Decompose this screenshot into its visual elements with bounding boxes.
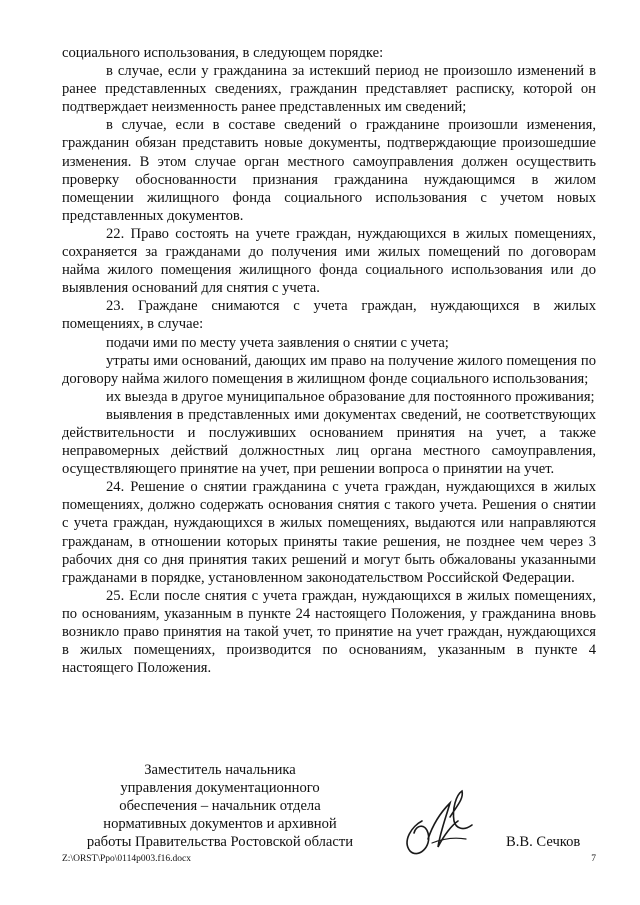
document-body	[62, 44, 596, 677]
paragraph-no-changes: в случае, если у гражданина за истекший период не произошло изменений в ранее представленных сведениях, гражданин представляет расписку, которой он подтверждает неизменность ранее представленных им сведений;	[62, 63, 596, 116]
page-number: 7	[591, 854, 596, 864]
paragraph-25: 25. Если после снятия с учета граждан, нуждающихся в жилых помещениях, по основаниям, указанным в пункте 24 настоящего Положения, у гражданина вновь возникло право принятия на такой учет, то принятие на учет граждан, нуждающихся в жилых помещениях, производится по основаниям, указанным в пункте 4 настоящего Положения.	[62, 587, 596, 677]
signatory-title-line: управления документационного	[120, 780, 320, 797]
paragraph-changes: в случае, если в составе сведений о гражданине произошли изменения, гражданин обязан представить новые документы, подтверждающие произошедшие изменения. В этом случае орган местного самоуправления должен осуществить проверку обоснованности признания гражданина нуждающимся в жилом помещении жилищного фонда социального использования с учетом новых представленных документов.	[62, 117, 596, 224]
paragraph-continuation: социального использования, в следующем порядке:	[62, 45, 384, 61]
paragraph-23: 23. Граждане снимаются с учета граждан, нуждающихся в жилых помещениях, в случае:	[62, 298, 596, 333]
paragraph-23-item-4: выявления в представленных ими документах сведений, не соответствующих действительности и послуживших основанием принятия на учет, а также неправомерных действий должностных лиц органа местного самоуправления, осуществляющего принятие на учет, при решении вопроса о принятии на учет.	[62, 406, 596, 478]
paragraph-23-item-1: подачи ими по месту учета заявления о снятии с учета;	[106, 334, 449, 351]
paragraph-24: 24. Решение о снятии гражданина с учета граждан, нуждающихся в жилых помещениях, должно содержать основания снятия с такого учета. Решения о снятии с учета граждан, нуждающихся в жилых помещениях, выдаются или направляются гражданам, в отношении которых приняты такие решения, не позднее чем через 3 рабочих дня со дня принятия таких решений и могут быть обжалованы указанными гражданами в порядке, установленном законодательством Российской Федерации.	[62, 479, 596, 586]
paragraph-23-item-3: их выезда в другое муниципальное образование для постоянного проживания;	[106, 388, 595, 405]
signatory-title-line: нормативных документов и архивной	[103, 816, 337, 833]
file-path: Z:\ORST\Ppo\0114p003.f16.docx	[62, 854, 191, 864]
signatory-name: В.В. Сечков	[506, 834, 581, 850]
signatory-title-line: обеспечения – начальник отдела	[119, 798, 321, 815]
paragraph-23-item-2: утраты ими оснований, дающих им право на получение жилого помещения по договору найма жилого помещения в жилищном фонде социального использования;	[62, 352, 596, 387]
signatory-title-line: Заместитель начальника	[144, 762, 296, 778]
signatory-title	[70, 761, 370, 851]
paragraph-22: 22. Право состоять на учете граждан, нуждающихся в жилых помещениях, сохраняется за гражданами до получения ими жилых помещений по договорам найма жилого помещения жилищного фонда социального использования или до выявления оснований для снятия с учета.	[62, 225, 596, 297]
handwritten-signature	[392, 781, 482, 871]
signatory-title-line: работы Правительства Ростовской области	[86, 834, 354, 851]
